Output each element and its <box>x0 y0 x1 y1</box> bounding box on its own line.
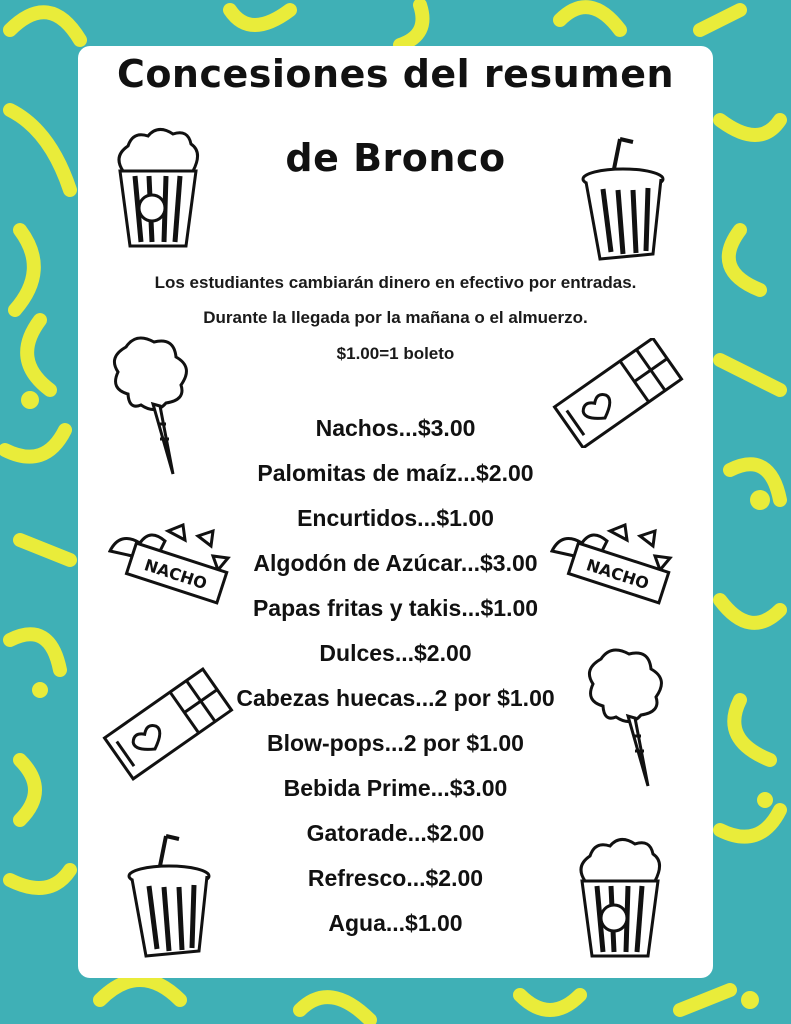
drink-cup-icon <box>124 831 219 961</box>
intro-line-3: $1.00=1 boleto <box>336 344 455 363</box>
menu-item: Cabezas huecas...2 por $1.00 <box>236 685 555 711</box>
menu-item: Dulces...$2.00 <box>319 640 472 666</box>
popcorn-icon <box>108 126 208 251</box>
nacho-label-right: NACHO <box>584 555 652 594</box>
nacho-bag-icon <box>108 521 238 611</box>
intro-line-1: Los estudiantes cambiarán dinero en efectivo por entradas. <box>154 273 637 292</box>
drink-cup-icon <box>578 134 673 264</box>
menu-item: Refresco...$2.00 <box>307 865 484 891</box>
cotton-candy-icon <box>583 646 673 791</box>
menu-item: Bebida Prime...$3.00 <box>283 775 508 801</box>
intro-line-2: Durante la llegada por la mañana o el almuerzo. <box>203 308 588 327</box>
menu-item: Blow-pops...2 por $1.00 <box>267 730 524 756</box>
cotton-candy-icon <box>108 334 198 479</box>
menu-item: Palomitas de maíz...$2.00 <box>257 460 534 486</box>
menu-item: Nachos...$3.00 <box>315 415 476 441</box>
page-title-line2: de Bronco <box>285 136 506 180</box>
nacho-label-left: NACHO <box>142 555 210 594</box>
menu-item: Agua...$1.00 <box>328 910 463 936</box>
page-title-line1: Concesiones del resumen <box>116 52 675 96</box>
menu-card <box>78 46 713 978</box>
menu-item: Gatorade...$2.00 <box>306 820 485 846</box>
menu-item: Encurtidos...$1.00 <box>297 505 494 531</box>
candy-bar-icon <box>548 338 688 448</box>
popcorn-icon <box>570 836 670 961</box>
menu-item: Algodón de Azúcar...$3.00 <box>253 550 538 576</box>
candy-bar-icon <box>98 664 238 784</box>
menu-item: Papas fritas y takis...$1.00 <box>252 595 539 621</box>
nacho-bag-icon <box>550 521 680 611</box>
